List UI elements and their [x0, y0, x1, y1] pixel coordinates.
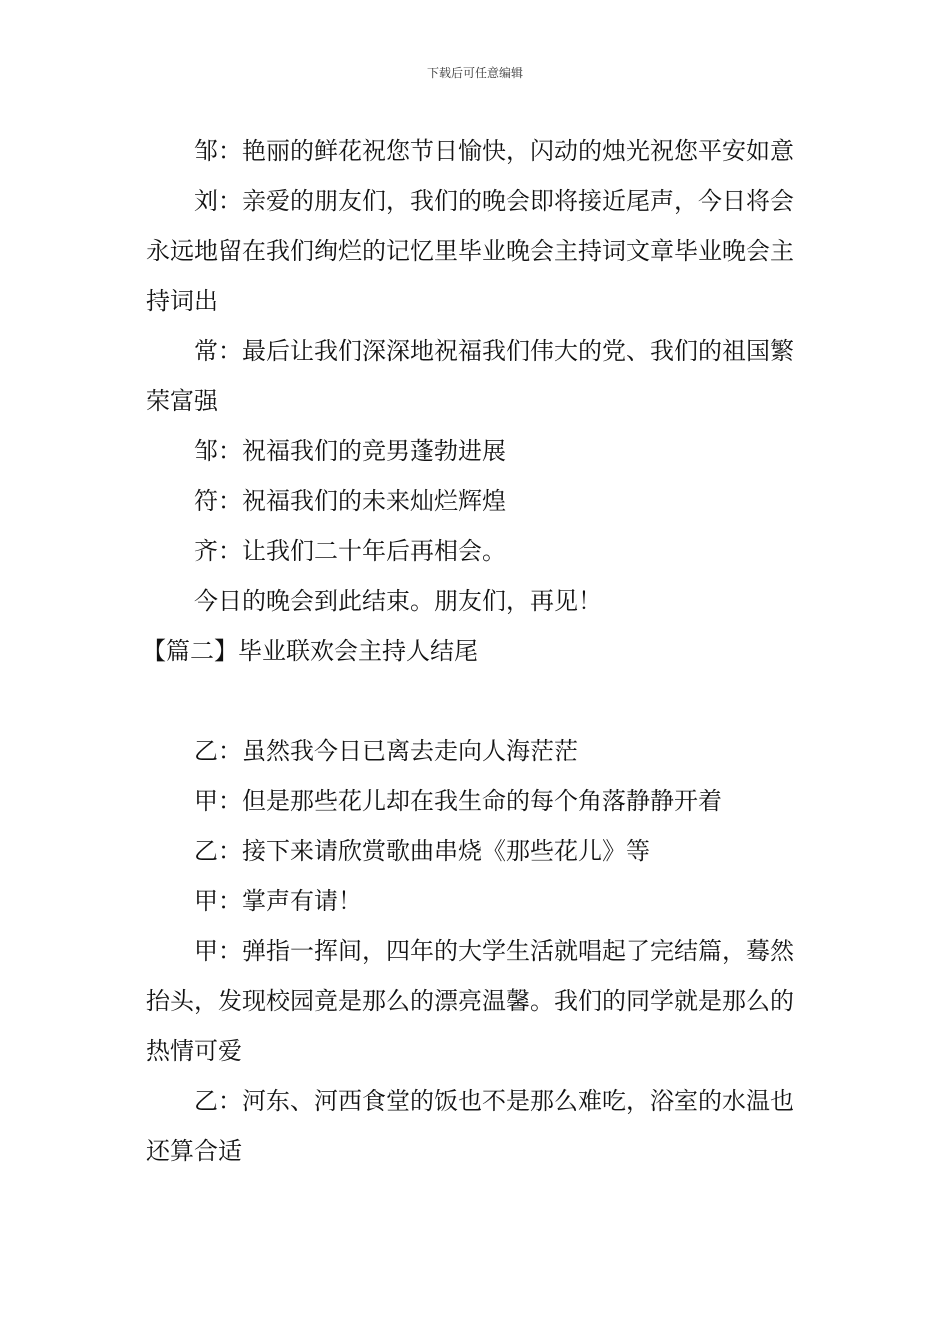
- page-header: 下载后可任意编辑: [426, 66, 523, 80]
- blank-line: [146, 676, 808, 726]
- section-title: 【篇二】毕业联欢会主持人结尾: [142, 637, 478, 665]
- paragraph: 甲：掌声有请！: [194, 887, 362, 915]
- paragraph: 邹：艳丽的鲜花祝您节日愉快，闪动的烛光祝您平安如意: [194, 137, 794, 165]
- paragraph: 齐：让我们二十年后再相会。: [194, 537, 506, 565]
- paragraph: 今日的晚会到此结束。朋友们，再见！: [194, 587, 602, 615]
- paragraph: 符：祝福我们的未来灿烂辉煌: [194, 487, 506, 515]
- paragraph: 邹：祝福我们的竞男蓬勃进展: [194, 437, 506, 465]
- paragraph: 常：最后让我们深深地祝福我们伟大的党、我们的祖国繁荣富强: [146, 337, 794, 415]
- paragraph: 乙：接下来请欣赏歌曲串烧《那些花儿》等: [194, 837, 650, 865]
- paragraph: 甲：但是那些花儿却在我生命的每个角落静静开着: [194, 787, 722, 815]
- paragraph: 乙：河东、河西食堂的饭也不是那么难吃，浴室的水温也还算合适: [146, 1087, 794, 1165]
- document-body: [142, 126, 808, 1176]
- paragraph: 刘：亲爱的朋友们，我们的晚会即将接近尾声，今日将会永远地留在我们绚烂的记忆里毕业晚会主持词文章毕业晚会主持词出: [146, 187, 794, 315]
- paragraph: 乙：虽然我今日已离去走向人海茫茫: [194, 737, 578, 765]
- paragraph: 甲：弹指一挥间，四年的大学生活就唱起了完结篇，蓦然抬头，发现校园竟是那么的漂亮温馨。我们的同学就是那么的热情可爱: [146, 937, 794, 1065]
